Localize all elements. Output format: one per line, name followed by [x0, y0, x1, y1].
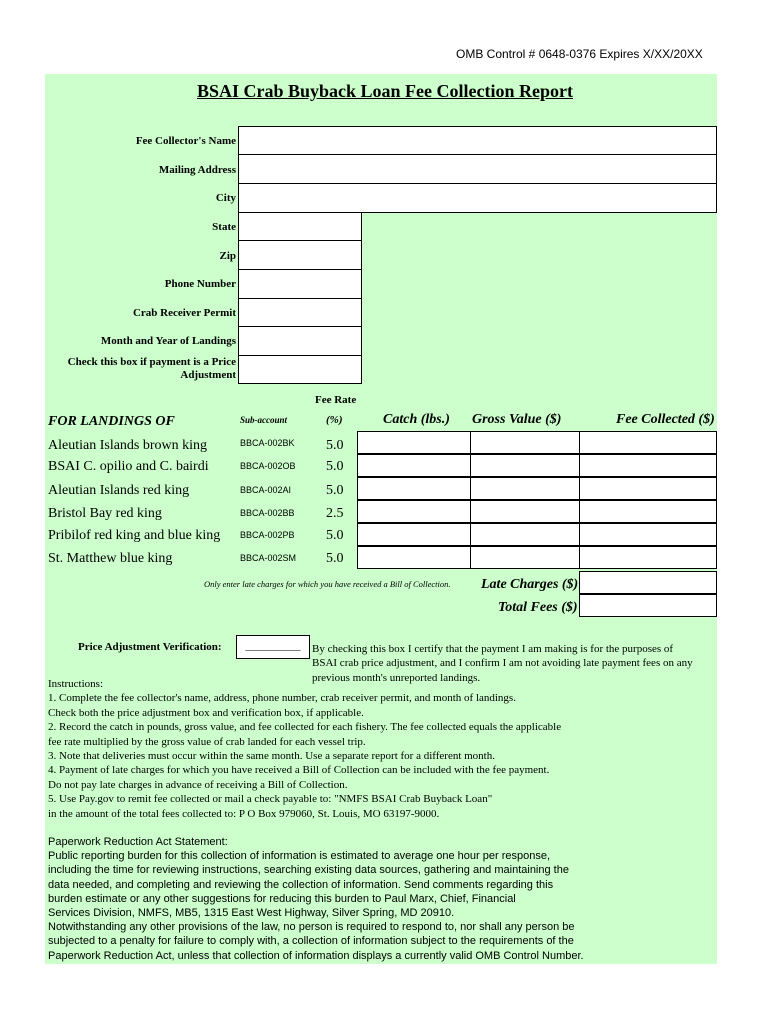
paperwork-line: subjected to a penalty for failure to comply with, a collection of information subject to the requirements of the: [48, 935, 574, 948]
fee-collected-input[interactable]: [579, 546, 717, 569]
fishery-name: BSAI C. opilio and C. bairdi: [48, 459, 209, 474]
page-title: BSAI Crab Buyback Loan Fee Collection Report: [196, 81, 573, 101]
catch-input[interactable]: [357, 454, 471, 477]
price-adjustment-verification-label: Price Adjustment Verification:: [78, 641, 222, 653]
instruction-line: 5. Use Pay.gov to remit fee collected or mail a check payable to: "NMFS BSAI Crab Buyback Loan": [48, 793, 493, 806]
paperwork-line: Paperwork Reduction Act Statement:: [48, 836, 228, 848]
mailing-address-label: Mailing Address: [158, 164, 236, 176]
catch-input[interactable]: [357, 431, 471, 454]
month-year-input[interactable]: [238, 326, 362, 356]
instructions-heading: Instructions:: [48, 678, 103, 690]
fee-rate: 5.0: [326, 483, 344, 498]
instruction-line: fee rate multiplied by the gross value of crab landed for each vessel trip.: [48, 735, 366, 748]
instruction-line: 4. Payment of late charges for which you have received a Bill of Collection can be included with the fee payment.: [48, 764, 550, 777]
sub-account-code: BBCA-002OB: [240, 461, 296, 471]
late-charges-input[interactable]: [579, 571, 717, 594]
paperwork-line: data needed, and completing and reviewing the collection of information. Send comments regarding this: [48, 878, 554, 891]
gross-value-input[interactable]: [470, 500, 580, 523]
collector-name-input[interactable]: [238, 126, 717, 155]
verification-line: By checking this box I certify that the payment I am making is for the purposes of: [312, 643, 674, 655]
price-adjustment-label-line2: Adjustment: [180, 369, 236, 381]
fee-collected-input[interactable]: [579, 523, 717, 546]
paperwork-line: Public reporting burden for this collection of information is estimated to average one hour per response,: [48, 850, 551, 863]
sub-account-code: BBCA-002BK: [240, 438, 295, 448]
catch-header: Catch (lbs.): [383, 412, 450, 427]
paperwork-line: Paperwork Reduction Act, unless that collection of information displays a currently valid OMB Control Number.: [48, 949, 584, 962]
gross-value-input[interactable]: [470, 546, 580, 569]
gross-value-input[interactable]: [470, 431, 580, 454]
verification-line: BSAI crab price adjustment, and I confirm I am not avoiding late payment fees on any: [312, 657, 693, 670]
fee-rate: 5.0: [326, 528, 344, 543]
total-fees-input[interactable]: [579, 594, 717, 617]
fee-collected-input[interactable]: [579, 431, 717, 454]
permit-label: Crab Receiver Permit: [132, 307, 236, 319]
sub-account-code: BBCA-002AI: [240, 485, 292, 495]
phone-input[interactable]: [238, 269, 362, 299]
fishery-name: St. Matthew blue king: [48, 551, 173, 566]
city-input[interactable]: [238, 183, 717, 213]
sub-account-header: Sub-account: [240, 415, 288, 425]
phone-label: Phone Number: [164, 278, 236, 290]
gross-value-input[interactable]: [470, 477, 580, 500]
mailing-address-input[interactable]: [238, 154, 717, 184]
sub-account-code: BBCA-002SM: [240, 553, 297, 563]
price-adjustment-verification-checkbox[interactable]: __________: [236, 635, 310, 659]
city-label: City: [215, 192, 236, 204]
gross-value-input[interactable]: [470, 454, 580, 477]
paperwork-line: Services Division, NMFS, MB5, 1315 East West Highway, Silver Spring, MD 20910.: [48, 907, 455, 920]
state-label: State: [212, 221, 236, 233]
paperwork-line: Notwithstanding any other provisions of the law, no person is required to respond to, nor shall any person be: [48, 921, 575, 934]
collector-name-label: Fee Collector's Name: [135, 135, 236, 147]
fee-collected-input[interactable]: [579, 454, 717, 477]
month-year-label: Month and Year of Landings: [100, 335, 236, 347]
catch-input[interactable]: [357, 523, 471, 546]
total-fees-label: Total Fees ($): [498, 600, 578, 615]
fee-rate: 5.0: [326, 459, 344, 474]
fee-rate-header: Fee Rate: [315, 394, 357, 406]
catch-input[interactable]: [357, 477, 471, 500]
late-charges-label: Late Charges ($): [481, 577, 579, 592]
fishery-name: Aleutian Islands red king: [48, 483, 190, 498]
instruction-line: 3. Note that deliveries must occur within the same month. Use a separate report for a different month.: [48, 750, 495, 763]
fee-collected-input[interactable]: [579, 500, 717, 523]
fee-collected-header: Fee Collected ($): [616, 412, 715, 427]
instruction-line: 2. Record the catch in pounds, gross value, and fee collected for each fishery. The fee collected equals the applicable: [48, 721, 562, 734]
late-charges-note: Only enter late charges for which you have received a Bill of Collection.: [204, 579, 451, 589]
paperwork-line: burden estimate or any other suggestions for reducing this burden to Paul Marx, Chief, Financial: [48, 892, 516, 905]
fee-rate: 5.0: [326, 551, 344, 566]
zip-input[interactable]: [238, 240, 362, 270]
price-adjustment-checkbox[interactable]: [238, 355, 362, 384]
fishery-name: Aleutian Islands brown king: [48, 438, 208, 453]
instruction-line: 1. Complete the fee collector's name, address, phone number, crab receiver permit, and month of landings.: [48, 692, 516, 705]
omb-control-number: OMB Control # 0648-0376 Expires X/XX/20XX: [456, 47, 703, 61]
fee-rate: 5.0: [326, 438, 344, 453]
verification-line: previous month's unreported landings.: [312, 671, 481, 684]
sub-account-code: BBCA-002PB: [240, 530, 295, 540]
paperwork-line: including the time for reviewing instructions, searching existing data sources, gathering and maintaining the: [48, 864, 569, 877]
instruction-line: Do not pay late charges in advance of receiving a Bill of Collection.: [48, 778, 348, 791]
state-input[interactable]: [238, 212, 362, 241]
instruction-line: in the amount of the total fees collected to: P O Box 979060, St. Louis, MO 63197-9000.: [48, 807, 440, 820]
instructions: [48, 677, 561, 821]
price-adjustment-label: [68, 356, 236, 382]
paperwork-reduction-statement: [48, 835, 584, 963]
sub-account-code: BBCA-002BB: [240, 508, 295, 518]
for-landings-header: FOR LANDINGS OF: [48, 414, 175, 429]
instruction-line: Check both the price adjustment box and verification box, if applicable.: [48, 706, 364, 719]
catch-input[interactable]: [357, 500, 471, 523]
percent-header: (%): [326, 414, 343, 426]
gross-value-input[interactable]: [470, 523, 580, 546]
fishery-name: Bristol Bay red king: [48, 506, 162, 521]
catch-input[interactable]: [357, 546, 471, 569]
gross-value-header: Gross Value ($): [472, 412, 562, 427]
zip-label: Zip: [219, 250, 236, 262]
fee-rate: 2.5: [326, 506, 344, 521]
fishery-name: Pribilof red king and blue king: [48, 528, 221, 543]
fee-collected-input[interactable]: [579, 477, 717, 500]
price-adjustment-label-line1: Check this box if payment is a Price: [67, 356, 236, 368]
permit-input[interactable]: [238, 298, 362, 327]
